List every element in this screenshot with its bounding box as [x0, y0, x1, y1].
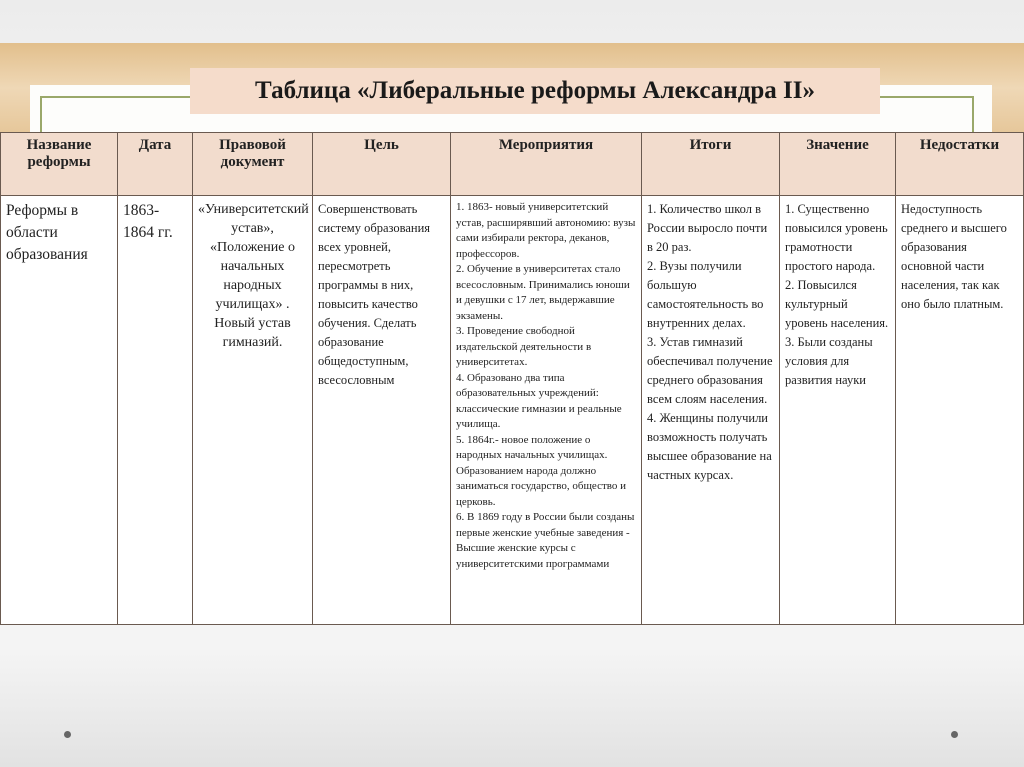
- cell-significance: [780, 196, 896, 625]
- measure-item: 6. В 1869 году в России были созданы первые женские учебные заведения - Высшие женские курсы с университетскими программами: [456, 511, 635, 570]
- significance-item: 1. Существенно повысился уровень грамотности простого народа.: [785, 202, 888, 273]
- header-drawbacks: Недостатки: [896, 133, 1024, 196]
- cell-name: Реформы в области образования: [1, 196, 118, 625]
- measure-item: 2. Обучение в университетах стало всесословным. Принимались юноши и девушки с 17 лет, выдержавшие экзамены.: [456, 263, 630, 322]
- header-date: Дата: [118, 133, 193, 196]
- table-header-row: [1, 133, 1024, 196]
- reforms-table: [0, 132, 1024, 625]
- cell-goal: Совершенствовать систему образования всех уровней, пересмотреть программы в них, повысить качество обучения. Сделать образование общедоступным, всесословным: [313, 196, 451, 625]
- significance-item: 3. Были созданы условия для развития науки: [785, 335, 873, 387]
- decorative-dot-right: [951, 731, 958, 738]
- cell-drawbacks: Недоступность среднего и высшего образования основной части населения, так как оно было платным.: [896, 196, 1024, 625]
- slide-title: Таблица «Либеральные реформы Александра II»: [190, 68, 880, 114]
- measure-item: 1. 1863- новый университетский устав, расширявший автономию: вузы сами избирали ректора, деканов, профессоров.: [456, 201, 636, 260]
- measure-item: 3. Проведение свободной издательской деятельности в университетах.: [456, 325, 592, 368]
- result-item: 3. Устав гимназий обеспечивал получение среднего образования всем слоям населения.: [647, 335, 773, 406]
- header-document: Правовой документ: [193, 133, 313, 196]
- significance-item: 2. Повысился культурный уровень населения.: [785, 278, 889, 330]
- header-measures: Мероприятия: [451, 133, 642, 196]
- measure-item: 5. 1864г.- новое положение о народных начальных училищах. Образованием народа должно заниматься государство, общество и церковь.: [456, 433, 627, 508]
- cell-measures: [451, 196, 642, 625]
- result-item: 2. Вузы получили большую самостоятельность во внутренних делах.: [647, 259, 764, 330]
- cell-document: «Университетский устав», «Положение о начальных народных училищах» . Новый устав гимназий.: [193, 196, 313, 625]
- result-item: 1. Количество школ в России выросло почти в 20 раз.: [647, 202, 768, 254]
- header-name: Название реформы: [1, 133, 118, 196]
- result-item: 4. Женщины получили возможность получать высшее образование на частных курсах.: [647, 411, 772, 482]
- header-goal: Цель: [313, 133, 451, 196]
- cell-date: 1863-1864 гг.: [118, 196, 193, 625]
- table-row: [1, 196, 1024, 625]
- header-results: Итоги: [642, 133, 780, 196]
- cell-results: [642, 196, 780, 625]
- decorative-dot-left: [64, 731, 71, 738]
- header-significance: Значение: [780, 133, 896, 196]
- measure-item: 4. Образовано два типа образовательных учреждений: классические гимназии и реальные училища.: [456, 371, 622, 430]
